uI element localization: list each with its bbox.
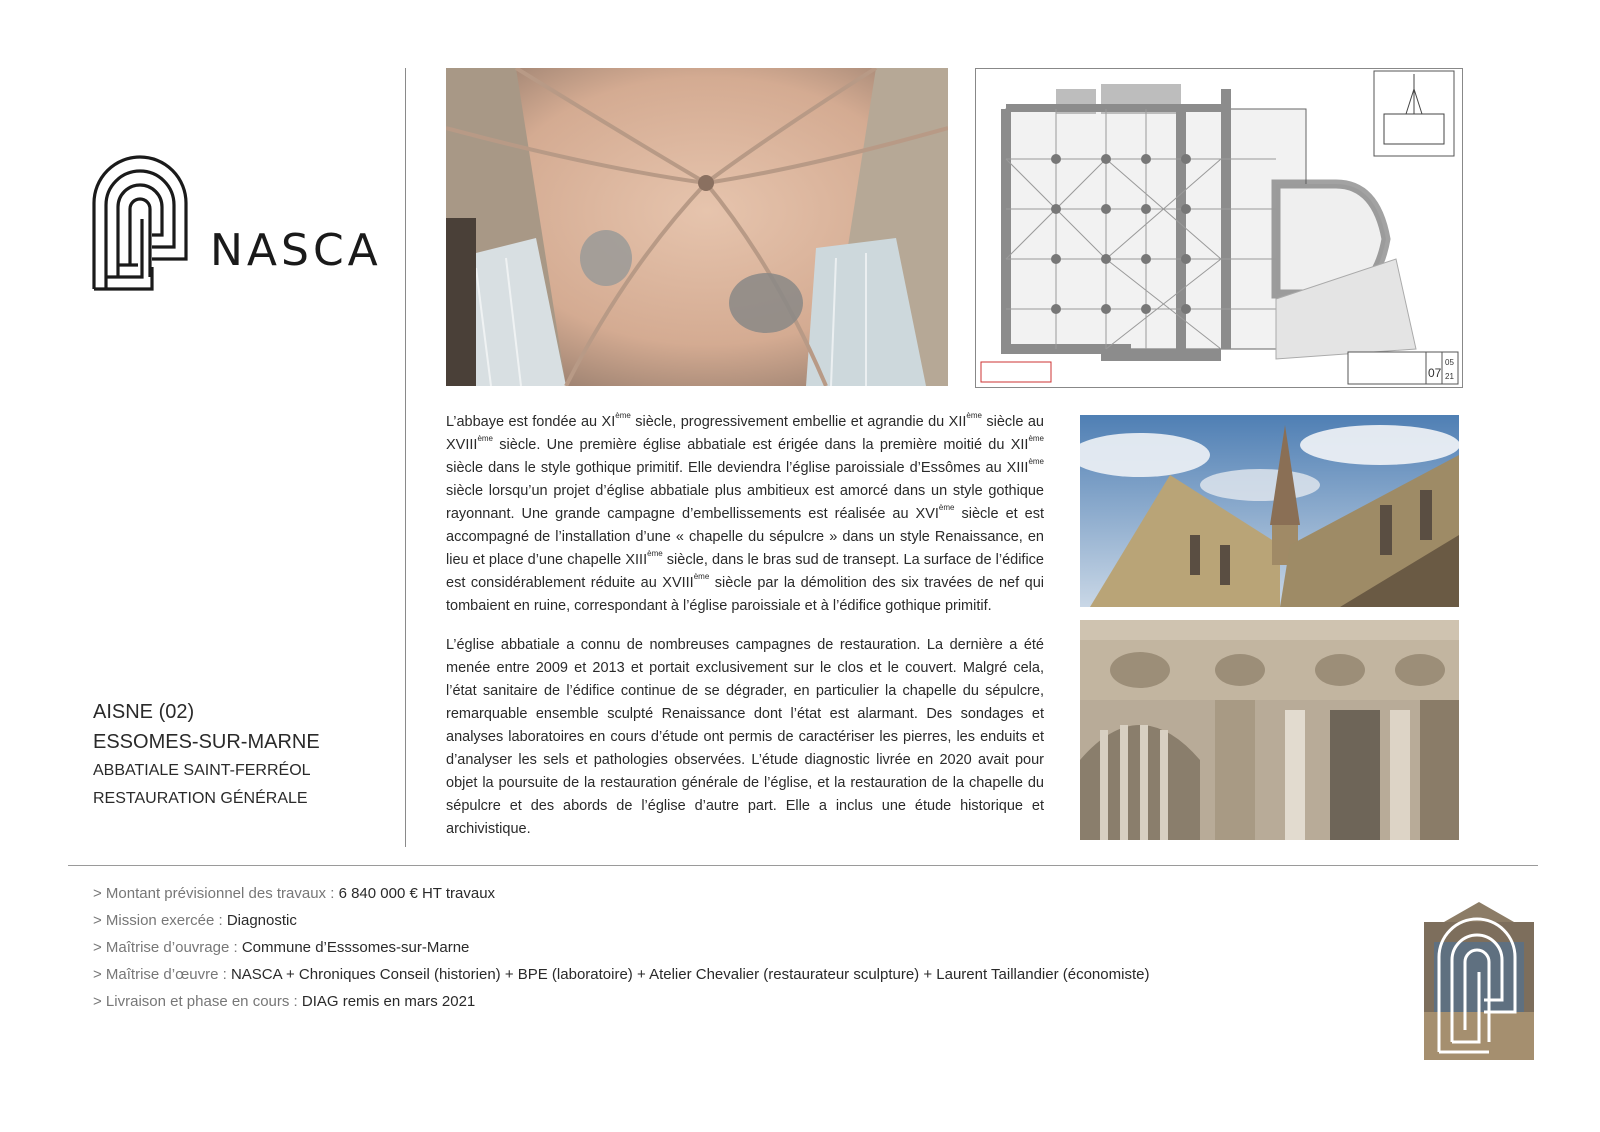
arch-logo-icon (92, 155, 192, 293)
fact-row (93, 961, 1149, 988)
plan-date-bottom: 21 (1445, 372, 1454, 381)
text-run: siècle au XVIII (446, 414, 1044, 453)
fact-value: DIAG remis en mars 2021 (301, 993, 476, 1010)
fact-label: > Maîtrise d’œuvre : (93, 966, 231, 983)
plan-sheet-number: 07 (1428, 366, 1442, 380)
ordinal-superscript: ème (938, 503, 955, 512)
ordinal-superscript: ème (647, 549, 663, 558)
fact-row (93, 907, 1149, 934)
fact-label: > Livraison et phase en cours : (93, 993, 302, 1010)
fact-row (93, 988, 1149, 1015)
fact-row (93, 880, 1149, 907)
project-building: ABBATIALE SAINT-FERRÉOL (93, 762, 311, 779)
fact-value: Commune d’Esssomes-sur-Marne (241, 939, 470, 956)
text-run: siècle. Une première église abbatiale est érigée dans la première moitié du XII (493, 437, 1029, 453)
fact-label: > Maîtrise d’ouvrage : (93, 939, 242, 956)
horizontal-divider (68, 865, 1538, 866)
fact-value: Diagnostic (226, 912, 297, 929)
paragraph-history (446, 411, 1044, 618)
text-run: siècle, progressivement embellie et agrandie du XII (630, 414, 967, 430)
ordinal-superscript: ème (477, 434, 493, 443)
ordinal-superscript: ème (1028, 434, 1044, 443)
brand-wordmark: NASCA (210, 225, 382, 276)
project-scope: RESTAURATION GÉNÉRALE (93, 790, 308, 807)
text-run: siècle et est accompagné de l’installation d’une « chapelle du sépulcre » dans un style Renaissance, en lieu et place d’une chapelle XIII (446, 506, 1045, 568)
emblem-photo-logo (1424, 902, 1534, 1060)
text-run: siècle dans le style gothique primitif. Elle deviendra l’église paroissiale d’Essômes au XIII (446, 460, 1029, 476)
ordinal-superscript: ème (966, 411, 982, 420)
text-run: siècle lorsqu’un projet d’église abbatiale plus ambitieux est amorcé dans un style gothique rayonnant. Une grande campagne d’embellissements est réalisée au XVI (446, 483, 1044, 522)
vertical-divider (405, 68, 406, 847)
fact-label: > Mission exercée : (93, 912, 227, 929)
ordinal-superscript: ème (1028, 457, 1044, 466)
description-text (446, 411, 1044, 857)
fact-row (93, 934, 1149, 961)
ordinal-superscript: ème (615, 411, 631, 420)
floor-plan (975, 68, 1463, 388)
vault-photo (446, 68, 948, 386)
text-run: L’abbaye est fondée au XI (446, 414, 616, 430)
fact-value: 6 840 000 € HT travaux (338, 885, 496, 902)
fact-value: NASCA + Chroniques Conseil (historien) + BPE (laboratoire) + Atelier Chevalier (restaurateur sculpture) + Laurent Taillandier (économiste) (230, 966, 1150, 983)
project-info (93, 697, 320, 813)
exterior-photo (1080, 415, 1459, 607)
paragraph-restoration: L’église abbatiale a connu de nombreuses campagnes de restauration. La dernière a été menée entre 2009 et 2013 et portait exclusivement sur le clos et le couvert. Malgré cela, l’état sanitaire de l’édifice continue de se dégrader, en particulier la chapelle du sépulcre, remarquable ensemble sculpté Renaissance dont l’état est alarmant. Des sondages et analyses laboratoires en cours d’étude ont permis de caractériser les pierres, les enduits et d’analyser les sels et pathologies observées. L’étude diagnostic livrée en 2020 avait pour objet la poursuite de la restauration générale de l’église, et la restauration de la chapelle du sépulcre et des abords de l’église d’autre part. Elle a inclus une étude historique et archivistique. (446, 637, 1044, 837)
plan-date-top: 05 (1445, 358, 1454, 367)
ordinal-superscript: ème (693, 572, 710, 581)
text-run: siècle par la démolition des six travées de nef qui tombaient en ruine, correspondant à l’église paroissiale et à l’édifice gothique primitif. (446, 575, 1045, 614)
project-town: ESSOMES-SUR-MARNE (93, 731, 320, 753)
sculpture-photo (1080, 620, 1459, 840)
project-facts (93, 880, 1149, 1015)
fact-label: > Montant prévisionnel des travaux : (93, 885, 339, 902)
nasca-logo (92, 155, 382, 293)
project-department: AISNE (02) (93, 701, 195, 723)
text-run: siècle, dans le bras sud de transept. La surface de l’édifice est considérablement réduite au XVIII (446, 552, 1044, 591)
